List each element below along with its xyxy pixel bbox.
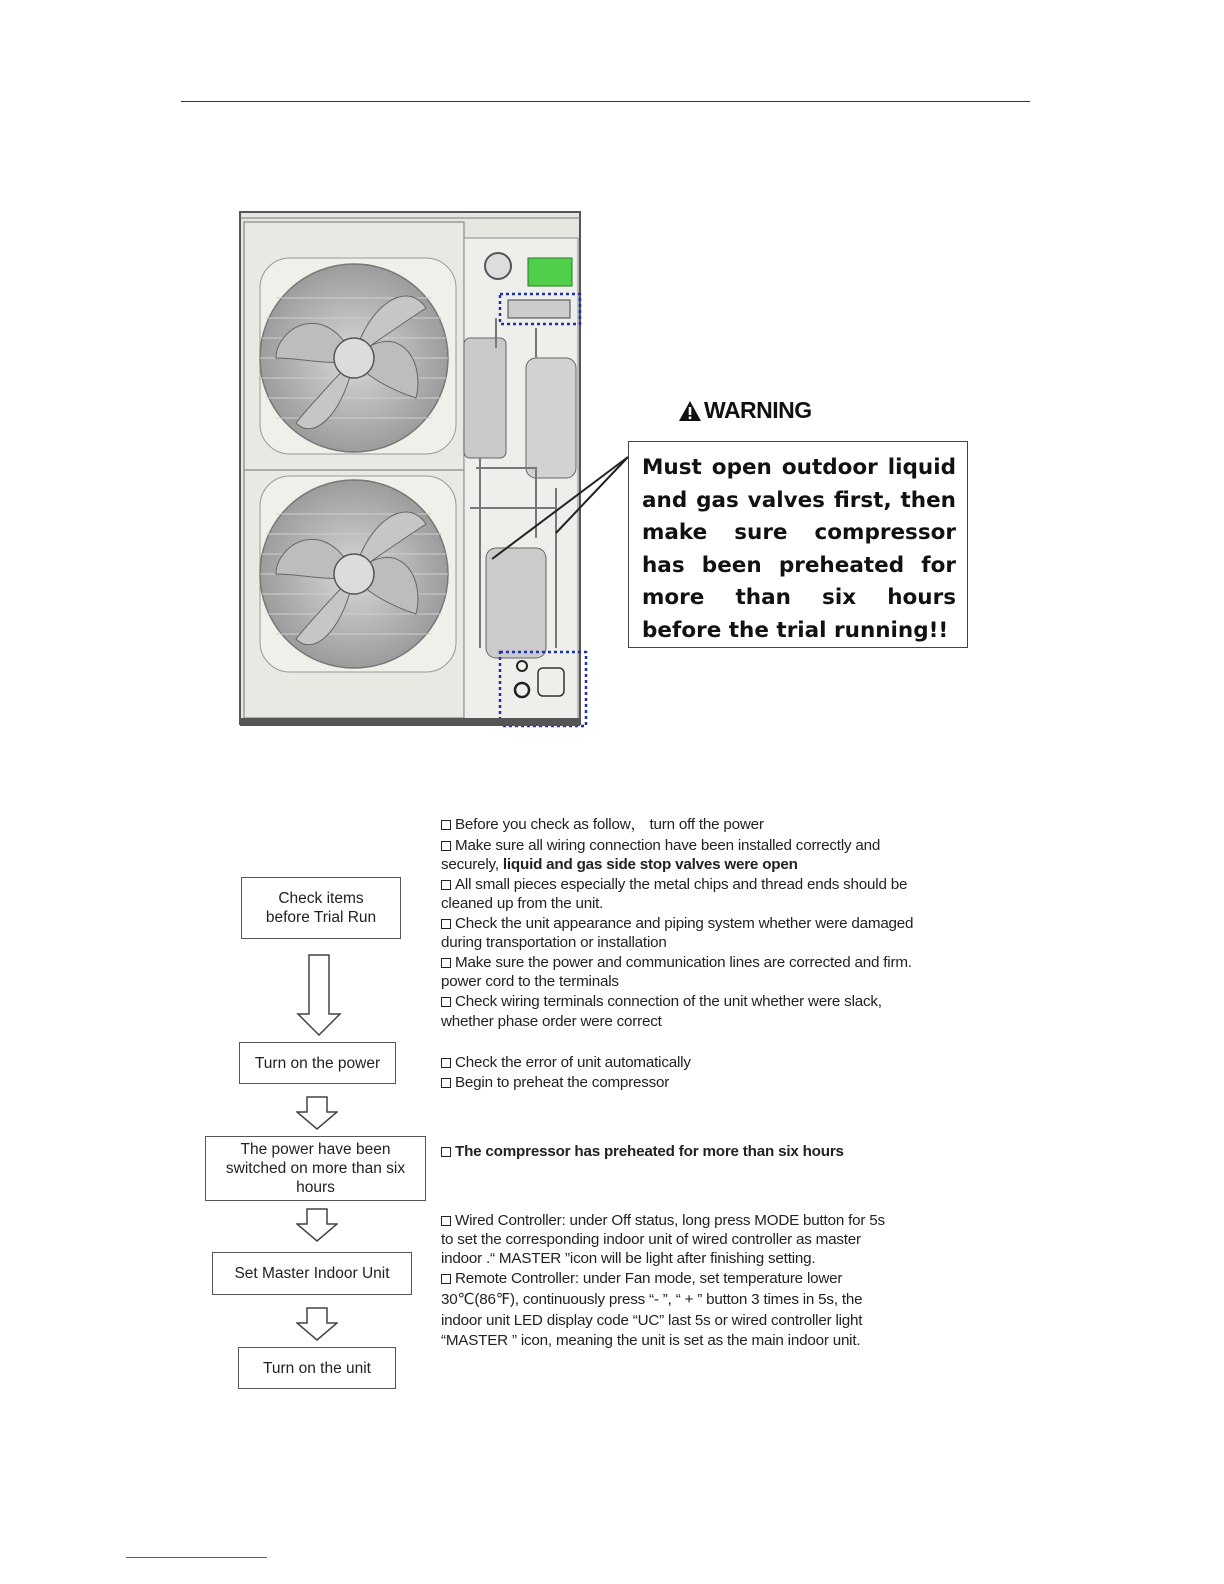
note-check-8: Make sure the power and communication lines are corrected and firm. xyxy=(441,953,912,973)
note-power-1: Begin to preheat the compressor xyxy=(441,1073,669,1093)
note-preheat: The compressor has preheated for more than six hours xyxy=(441,1142,844,1162)
note-check-6: Check the unit appearance and piping system whether were damaged xyxy=(441,914,913,934)
flow-step-turn-on-power: Turn on the power xyxy=(239,1042,396,1084)
note-power-0: Check the error of unit automatically xyxy=(441,1053,691,1073)
note-check-4: All small pieces especially the metal chips and thread ends should be xyxy=(441,875,907,895)
flow-arrow-down-icon xyxy=(296,954,342,1036)
warning-heading xyxy=(678,397,812,424)
note-check-9: power cord to the terminals xyxy=(441,973,619,990)
note-master-0: Wired Controller: under Off status, long press MODE button for 5s xyxy=(441,1211,885,1231)
checkbox-icon xyxy=(441,1274,451,1284)
flow-step-check-items: Check items before Trial Run xyxy=(241,877,401,939)
note-check-1: Make sure all wiring connection have been installed correctly and xyxy=(441,836,880,856)
flow-step-turn-on-unit: Turn on the unit xyxy=(238,1347,396,1389)
checkbox-icon xyxy=(441,1147,451,1157)
flow-step-power-six-hours: The power have been switched on more than six hours xyxy=(205,1136,426,1201)
note-check-0: Before you check as follow， turn off the power xyxy=(441,815,764,835)
warning-pointer xyxy=(490,455,635,565)
header-rule xyxy=(181,101,1030,102)
checkbox-icon xyxy=(441,1078,451,1088)
checkbox-icon xyxy=(441,841,451,851)
flow-arrow-down-icon xyxy=(296,1307,338,1341)
note-master-5: indoor unit LED display code “UC” last 5s or wired controller light xyxy=(441,1312,863,1329)
note-master-2: indoor .“ MASTER ”icon will be light after finishing setting. xyxy=(441,1250,816,1267)
note-master-3: Remote Controller: under Fan mode, set temperature lower xyxy=(441,1269,842,1289)
checkbox-icon xyxy=(441,958,451,968)
note-check-10: Check wiring terminals connection of the unit whether were slack, xyxy=(441,992,882,1012)
flow-arrow-down-icon xyxy=(296,1096,338,1130)
checkbox-icon xyxy=(441,919,451,929)
checkbox-icon xyxy=(441,997,451,1007)
warning-heading-text: WARNING xyxy=(704,397,812,423)
checkbox-icon xyxy=(441,1058,451,1068)
fan-top xyxy=(260,258,456,454)
note-check-5: cleaned up from the unit. xyxy=(441,895,604,912)
note-master-4: 30℃(86℉), continuously press “- ”, “ + ” button 3 times in 5s, the xyxy=(441,1291,863,1308)
note-check-11: whether phase order were correct xyxy=(441,1013,662,1030)
note-check-7: during transportation or installation xyxy=(441,934,667,951)
flow-arrow-down-icon xyxy=(296,1208,338,1242)
fan-bottom xyxy=(260,476,456,672)
warning-box xyxy=(628,441,968,648)
footer-link-rule xyxy=(126,1557,267,1558)
checkbox-icon xyxy=(441,880,451,890)
control-board xyxy=(528,258,572,286)
warning-message: Must open outdoor liquid and gas valves first, then make sure compressor has been preheated for more than six hours before the trial running!! xyxy=(642,455,956,643)
checkbox-icon xyxy=(441,820,451,830)
warning-triangle-icon xyxy=(678,400,702,422)
flow-step-set-master: Set Master Indoor Unit xyxy=(212,1252,412,1295)
note-check-2: securely, liquid and gas side stop valves were open xyxy=(441,856,798,873)
note-master-1: to set the corresponding indoor unit of wired controller as master xyxy=(441,1231,861,1248)
note-master-6: “MASTER ” icon, meaning the unit is set as the main indoor unit. xyxy=(441,1332,861,1349)
checkbox-icon xyxy=(441,1216,451,1226)
